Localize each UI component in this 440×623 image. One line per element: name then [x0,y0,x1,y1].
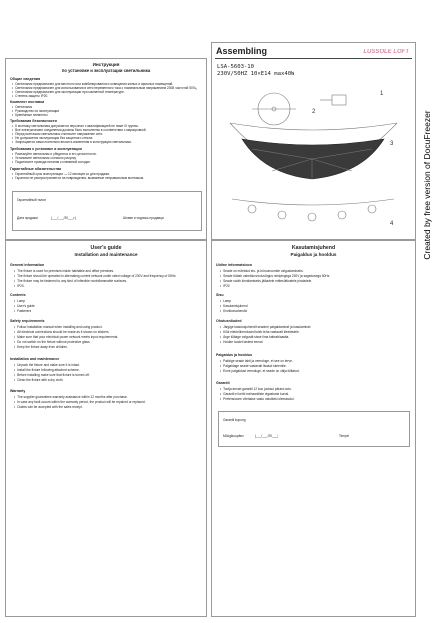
en-contents-item: • Fasteners [14,309,31,313]
lt-install-item: • Pakkige seade lahti ja veenduge, et see on terve. [220,359,293,363]
en-install-item: • Before installing make sure that fixture is turned off. [14,373,90,377]
lt-kit-item: • Lamp [220,299,231,303]
ru-date-blank: (___/___/20___г.) [51,216,77,220]
ru-warranty-item: • Гарантия не распространяется на повреждения, вызванные неправильным монтажом. [12,176,144,180]
en-safety-item: • Keep the fixture away from children. [14,345,68,349]
lt-install-item: • Paigaldage seade vastavalt lisatud skeemile. [220,364,287,368]
lt-install-heading: Paigaldus ja hooldus [216,353,252,357]
ru-safety-item: • Не допускается эксплуатация без защитного стекла. [12,136,93,140]
ru-install-item: • Установите светильник согласно рисунку. [12,156,77,160]
lt-general-item: • IP20 [220,284,230,288]
en-general-item: • The fixture should be operated in alternating current network under rated voltage of 230V and frequency of 50Hz. [14,274,176,278]
lt-kit-item: • Kinnitusvahendid [220,309,247,313]
ru-safety-heading: Требования безопасности [10,119,57,123]
lt-general-item: • Seade töötab vahelduvvooluvõrgus nimipingega 230V ja sagedusega 50Hz. [220,274,330,278]
assembly-diagram [212,79,415,239]
en-safety-heading: Safety requirements [10,319,45,323]
en-safety-item: • All electrical connections should be made as it shown on stickers. [14,330,109,334]
step-number: 4 [390,221,394,227]
lt-title: Kasutamisjuhend [291,245,336,251]
lt-install-item: • Enne paigaldust veenduge, et seade on välja lülitatud. [220,369,300,373]
en-warranty-heading: Warranty [10,389,26,393]
ru-safety-item: • Запрещается самостоятельно вносить изменения в конструкцию светильника. [12,140,132,144]
ru-subtitle: по установке и эксплуатации светильника [61,68,151,73]
title-rule [215,58,412,59]
en-safety-item: • Make sure that your electrical power network meets input requirements. [14,335,118,339]
ru-stamp-place: Штамп и подпись продавца [123,216,164,220]
en-general-heading: General information [10,263,45,267]
side-caption [417,70,437,300]
lt-date-label: Müügikuupäev [223,434,244,438]
step-number: 1 [380,91,384,97]
ru-kit-item: • Руководство по эксплуатации [12,109,59,113]
lt-warranty-heading: Garantii [216,381,230,385]
en-install-item: • Clean the fixture with a dry cloth. [14,378,63,382]
ru-install-item: • Распакуйте светильник и убедитесь в его целостности. [12,152,97,156]
en-general-item: • The fixture is used for premises inside habitable and office premises. [14,269,114,273]
ru-warranty-item: • Гарантийный срок эксплуатации — 12 месяцев со дня продажи. [12,172,110,176]
ru-safety-item: • Перед монтажом светильника отключите напряжение сети. [12,132,103,136]
en-subtitle: Installation and maintenance [74,252,138,257]
lt-safety-heading: Ohutusnõuded [216,319,242,323]
en-warranty-item: • In case any fault occurs within the warranty period, the product will be repaired or replaced. [14,400,146,404]
lt-warranty-item: • Pretensioone võetakse vastu ostutšeki olemasolul. [220,397,295,401]
lt-general-item: • Seade on mõeldud elu- ja bürooruumide valgustamiseks. [220,269,304,273]
lt-safety-item: • Kõik elektriühendused tuleb teha vastavalt kleebistele. [220,330,300,334]
lt-stamp-label: Garantii kupong [223,418,246,422]
brand-logo: LUSSOLE LOFT [363,49,409,55]
lt-kit-item: • Kasutamisjuhend [220,304,248,308]
en-install-item: • Unpack the fixture and make sure it is intact. [14,363,80,367]
assembling-title: Assembling [216,46,268,56]
ru-title: Инструкция [92,62,120,67]
lt-warranty-item: • Garantii ei kehti mehaaniliste vigastuste korral. [220,392,289,396]
lt-safety-item: • Järgige kasutusjuhendit seadme paigaldamisel ja kasutamisel. [220,325,311,329]
ru-general-item: • Степень защиты IP20. [12,94,48,98]
lt-general-heading: Üldine informatsioon [216,263,252,267]
ru-general-heading: Общие сведения [10,77,41,81]
ru-kit-item: • Крепёжные элементы [12,113,48,117]
electrical-spec: 230V/50HZ 10×E14 max40W [217,71,295,77]
en-contents-item: • User's guide [14,304,35,308]
lt-date-blank: (___/___/20___) [255,434,279,438]
lt-warranty-item: • Tootja annab garantii 12 kuu jooksul pärast ostu. [220,387,292,391]
lt-guide-sheet [211,240,416,617]
ru-general-item: • Светильник предназначен для эксплуатации при комнатной температуре. [12,90,125,94]
lt-general-item: • Seade sobib kinnitamiseks jäikadele mittesüttivatele pindadele. [220,279,312,283]
ru-install-item: • Подключите провода питания к клеммной колодке. [12,160,91,164]
ru-date-label: Дата продажи [17,216,38,220]
ru-stamp-label: Гарантийный талон [17,198,46,202]
en-install-heading: Installation and maintenance [10,357,60,361]
ru-safety-item: • К монтажу светильника допускается персонал с квалификацией не ниже III группы. [12,124,139,128]
watermark-text: Created by free version of DocuFreezer [422,110,432,260]
ru-instructions-sheet [5,58,207,240]
en-safety-item: • Do not switch on the fixture without protective glass. [14,340,90,344]
ru-safety-item: • Все электрические соединения должны быть выполнены в соответствии с маркировкой. [12,128,146,132]
ru-warranty-stamp-box [12,191,202,231]
en-general-item: • The fixture may be fastened to any kind of inflexible noninflammable surfaces. [14,279,127,283]
ru-general-item: • Светильник предназначен для местного или комбинированного освещения жилых и офисных помещений. [12,82,173,86]
en-warranty-item: • The supplier guarantees warranty assistance within 12 months after purchase. [14,395,128,399]
assembling-sheet [211,42,416,240]
ru-kit-item: • Светильник [12,105,32,109]
en-general-item: • IP20. [14,284,25,288]
ru-kit-heading: Комплект поставки [10,100,45,104]
en-contents-item: • Lamp [14,299,25,303]
en-warranty-item: • Claims can be accepted with the sales receipt. [14,405,83,409]
en-title: User's guide [90,245,122,251]
en-install-item: • Install the fixture following attached scheme. [14,368,80,372]
model-number: LSA-5603-10 [217,64,255,70]
lt-safety-item: • Hoidke toodet lastest eemal. [220,340,263,344]
en-safety-item: • Follow installation manual when installing and using product. [14,325,103,329]
lt-safety-item: • Ärge lülitage valgustit sisse ilma kaitseklaasita. [220,335,289,339]
lt-warranty-stamp-box [218,411,410,447]
ru-general-item: • Светильник предназначен для использования в сети переменного тока с номинальным напряжением 230В частотой 50Гц. [12,86,197,90]
lt-stamp-place: Tempel [339,434,350,438]
step-number: 3 [390,141,394,147]
ru-warranty-heading: Гарантийные обязательства [10,167,62,171]
lt-subtitle: Paigaldus ja hooldus [290,252,337,257]
step-number: 2 [312,109,316,115]
ru-install-heading: Требования к установке и эксплуатации [10,147,82,151]
en-guide-sheet [5,240,207,617]
lt-kit-heading: Sisu [216,293,224,297]
en-contents-heading: Contents [10,293,26,297]
